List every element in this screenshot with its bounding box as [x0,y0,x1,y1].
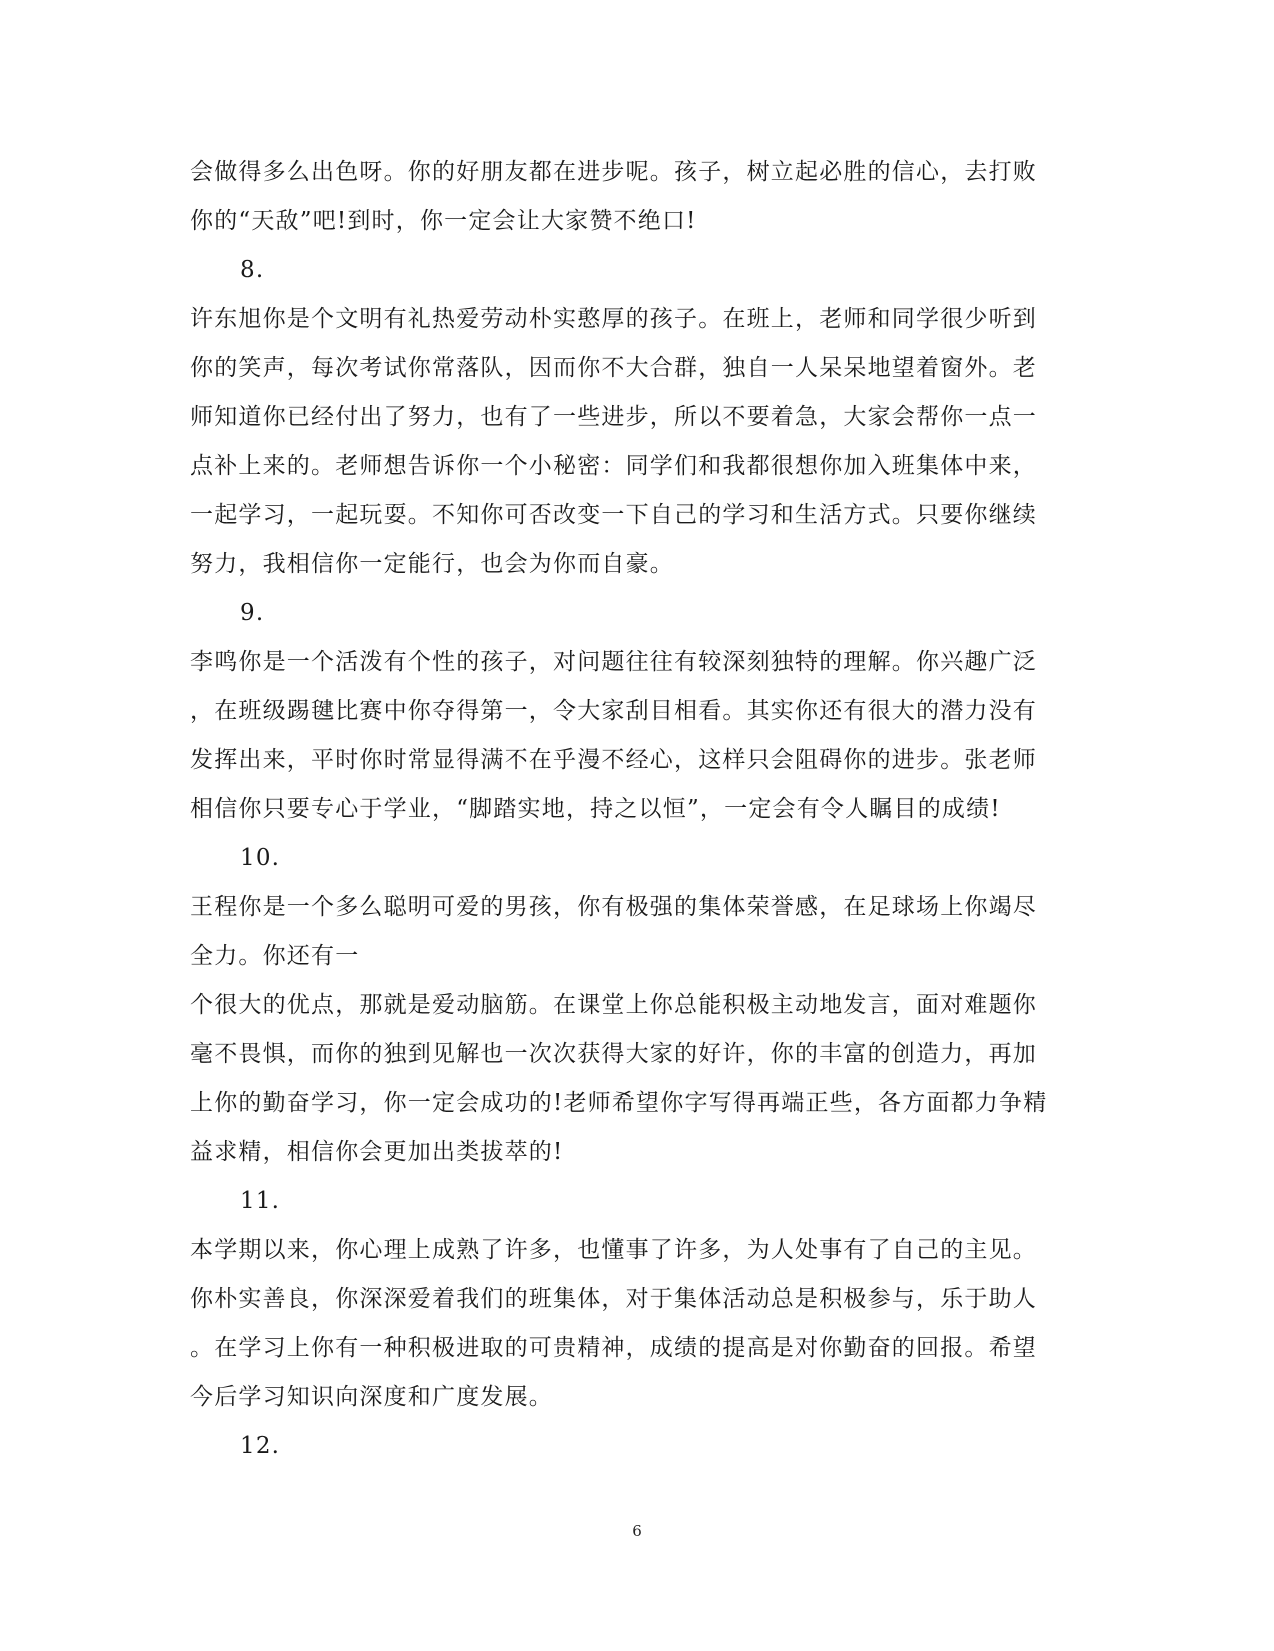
item-number: 12. [240,1433,281,1459]
item-number: 8. [240,257,265,283]
text-line: 益求精，相信你会更加出类拔萃的! [190,1139,564,1165]
text-line: 王程你是一个多么聪明可爱的男孩，你有极强的集体荣誉感，在足球场上你竭尽 [190,894,1037,920]
text-line: 发挥出来，平时你时常显得满不在乎漫不经心，这样只会阻碍你的进步。张老师 [190,747,1037,773]
item-number: 10. [240,845,281,871]
text-line: 全力。你还有一 [190,943,360,969]
text-line: 毫不畏惧，而你的独到见解也一次次获得大家的好许，你的丰富的创造力，再加 [190,1041,1037,1067]
text-line: 一起学习，一起玩耍。不知你可否改变一下自己的学习和生活方式。只要你继续 [190,502,1037,528]
text-line: 本学期以来，你心理上成熟了许多，也懂事了许多，为人处事有了自己的主见。 [190,1237,1037,1263]
text-line: 会做得多么出色呀。你的好朋友都在进步呢。孩子，树立起必胜的信心，去打败 [190,159,1037,185]
text-line: 上你的勤奋学习，你一定会成功的!老师希望你字写得再端正些，各方面都力争精 [190,1090,1048,1116]
text-line: ，在班级踢毽比赛中你夺得第一，令大家刮目相看。其实你还有很大的潜力没有 [190,698,1037,724]
text-line: 努力，我相信你一定能行，也会为你而自豪。 [190,551,674,577]
document-body [190,148,1090,1471]
text-line: 相信你只要专心于学业，“脚踏实地，持之以恒”，一定会有令人瞩目的成绩! [190,796,1001,822]
text-line: 你的“天敌”吧!到时，你一定会让大家赞不绝口! [190,208,697,234]
text-line: 许东旭你是个文明有礼热爱劳动朴实憨厚的孩子。在班上，老师和同学很少听到 [190,306,1037,332]
item-number: 11. [240,1188,281,1214]
item-number: 9. [240,600,265,626]
text-line: 李鸣你是一个活泼有个性的孩子，对问题往往有较深刻独特的理解。你兴趣广泛 [190,649,1037,675]
text-line: 点补上来的。老师想告诉你一个小秘密：同学们和我都很想你加入班集体中来， [190,453,1037,479]
text-line: 你的笑声，每次考试你常落队，因而你不大合群，独自一人呆呆地望着窗外。老 [190,355,1037,381]
text-line: 个很大的优点，那就是爱动脑筋。在课堂上你总能积极主动地发言，面对难题你 [190,992,1037,1018]
text-line: 师知道你已经付出了努力，也有了一些进步，所以不要着急，大家会帮你一点一 [190,404,1037,430]
text-line: 今后学习知识向深度和广度发展。 [190,1384,553,1410]
text-line: 。在学习上你有一种积极进取的可贵精神，成绩的提高是对你勤奋的回报。希望 [190,1335,1037,1361]
text-line: 你朴实善良，你深深爱着我们的班集体，对于集体活动总是积极参与，乐于助人 [190,1286,1037,1312]
page-number: 6 [632,1522,642,1540]
